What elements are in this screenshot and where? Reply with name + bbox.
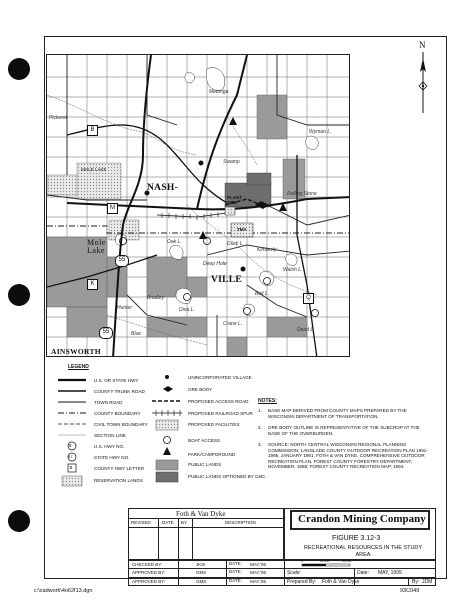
highway-shield-b: B xyxy=(87,125,98,136)
figure-title: RECREATIONAL RESOURCES IN THE STUDY AREA xyxy=(303,545,423,558)
town-label-mole-lake: Mole Lake xyxy=(87,238,106,255)
highway-shield-m: M xyxy=(107,203,118,214)
legend-railroad: PROPOSED RAILROAD SPUR xyxy=(188,411,253,416)
legend-public: PUBLIC LANDS xyxy=(188,462,222,467)
place-label-hunter: Hunter xyxy=(117,305,133,311)
approved2-date-value: MAY,'95 xyxy=(250,579,266,584)
note-1: 1. BASE MAP DERIVED FROM COUNTY MAPS PREPARED BY THE WISCONSIN DEPARTMENT OF TRANSPORTATION. xyxy=(258,408,407,419)
place-label-crane: Crane L. xyxy=(223,321,243,327)
place-label-blue: Blue xyxy=(131,331,142,337)
legend-county-symbol: B xyxy=(69,465,73,470)
company-name: Crandon Mining Company xyxy=(298,513,426,525)
approved1-date-label: DATE: xyxy=(229,569,242,574)
scale-tick-20000: 20,000 xyxy=(342,559,352,563)
approved2-label: APPROVED BY: xyxy=(132,579,166,584)
legend-state-hwy-no: STATE HWY NO. xyxy=(94,455,130,460)
rev-header-by: BY xyxy=(181,520,188,525)
legend-us-symbol: 8 xyxy=(69,443,72,448)
note-3: 3. SOURCE: NORTH CENTRAL WISCONSIN REGIONAL PLANNING COMMISSION; LANGLADE COUNTY OUTDOOR RECREATION PLAN 1991-1995, JANUARY 1991; FOTH & VAN DYKE, COMPREHENSIVE OUTDOOR RECREATION PLAN, FOREST COUNTY FORESTRY DEPARTMENT, NOVEMBER, 1988; FOREST COUNTY RECREATION MAP, 1994. xyxy=(258,442,428,470)
legend-section-line: SECTION LINE xyxy=(94,433,126,438)
legend-reservation: RESERVATION LANDS xyxy=(94,478,143,483)
legend-us-hwy-no: U.S. HWY NO. xyxy=(94,444,125,449)
legend-state-symbol: 47 xyxy=(68,454,73,459)
scale-tick-10000: 10,000 xyxy=(320,559,330,563)
figure-number: FIGURE 3.12-3 xyxy=(332,535,381,542)
study-area-map xyxy=(46,54,350,357)
place-label-metonga: Metonga xyxy=(209,89,229,95)
legend-ore-body: ORE BODY xyxy=(188,387,213,392)
county-boundary xyxy=(47,226,350,233)
place-label-bradley: Bradley xyxy=(147,295,164,301)
plant-site-label: PLANT SITE xyxy=(227,195,242,205)
place-label-deep: Deep Hole xyxy=(203,261,227,267)
legend-us-hwy: U.S. OR STATE HWY xyxy=(94,378,139,383)
highway-shield-55: 55 xyxy=(115,255,129,267)
place-label-rolling: Rolling Stone xyxy=(287,191,317,197)
file-path: c:\cadwork\4o62f13.dgn xyxy=(34,588,93,594)
place-label-swamp: Swamp xyxy=(223,159,240,165)
legend-county-boundary: COUNTY BOUNDARY xyxy=(94,411,141,416)
approved2-date-label: DATE: xyxy=(229,578,242,583)
by-value: JDM xyxy=(422,579,433,585)
place-label-duck: Duck L. xyxy=(227,241,244,247)
approved1-date-value: MAY,'95 xyxy=(250,570,266,575)
legend-boat: BOAT ACCESS xyxy=(188,438,220,443)
approved1-label: APPROVED BY: xyxy=(132,570,166,575)
scale-date-value: MAY, 1995 xyxy=(378,570,402,576)
town-label-ville: VILLE xyxy=(211,275,243,285)
tma-label: TMA xyxy=(237,227,247,232)
legend-civil-town: CIVIL TOWN BOUNDARY xyxy=(94,422,148,427)
highway-shield-55-south: 55 xyxy=(99,327,113,339)
town-label-nash: NASH- xyxy=(147,183,179,193)
reservation-lands xyxy=(47,163,139,240)
place-label-bolt: Bolt L. xyxy=(255,291,270,297)
legend-town-road: TOWN ROAD xyxy=(94,400,123,405)
place-label-pickerel: Pickerel xyxy=(49,115,67,121)
map-graphics xyxy=(47,55,350,357)
proposed-railroad-spur xyxy=(157,213,227,217)
legend-county-trunk: COUNTY TRUNK ROAD xyxy=(94,389,145,394)
place-label-oak: Oak L. xyxy=(167,239,182,245)
prepared-by-label: Prepared By: xyxy=(287,579,317,585)
binder-hole-middle xyxy=(8,284,30,306)
rev-header-revised: REVISED xyxy=(131,520,151,525)
place-label-wyman: Wyman L. xyxy=(309,129,332,135)
place-label-kimberly: Kimberly xyxy=(257,247,277,253)
highway-shield-q: Q xyxy=(303,293,314,304)
legend-optioned: PUBLIC LANDS OPTIONED BY CMC xyxy=(188,474,266,479)
by-label: By: xyxy=(412,579,420,585)
approved2-value: GMS xyxy=(196,579,207,584)
rev-header-description: DESCRIPTION xyxy=(225,520,256,525)
drawing-code: 93C049 xyxy=(400,588,420,594)
place-label-dina: Dina L. xyxy=(179,307,195,313)
prepared-by-value: Foth & Van Dyke xyxy=(322,579,360,585)
north-label: N xyxy=(419,40,426,50)
scale-label: Scale: xyxy=(287,570,301,576)
place-label-dead: Dead L. xyxy=(297,327,315,333)
scale-tick-0: 0 xyxy=(301,559,303,563)
checked-date-label: DATE: xyxy=(229,561,242,566)
firm-name: Foth & Van Dyke xyxy=(176,510,226,518)
note-2: 2. ORE BODY OUTLINE IS REPRESENTATIVE OF THE SUBCROP AT THE BASE OF THE OVERBURDEN. xyxy=(258,425,420,436)
binder-hole-bottom xyxy=(8,510,30,532)
checked-date-value: MAY,'95 xyxy=(250,562,266,567)
legend-facilities: PROPOSED FACILITIES xyxy=(188,422,240,427)
scale-date-label: Date: xyxy=(357,570,369,576)
checked-by-label: CHECKED BY: xyxy=(132,562,163,567)
plant-site-facility xyxy=(225,207,235,215)
legend-unincorporated: UNINCORPORATED VILLAGE xyxy=(188,375,252,380)
town-label-ainsworth: AINSWORTH xyxy=(51,347,101,356)
checked-by-value: JKSI xyxy=(196,562,206,567)
legend-park: PARK/CAMPGROUND xyxy=(188,452,236,457)
legend-access-road: PROPOSED ACCESS ROAD xyxy=(188,399,249,404)
legend-title: LEGEND xyxy=(68,364,89,370)
north-arrow-icon xyxy=(408,38,438,118)
approved1-value: GMS xyxy=(196,570,207,575)
place-label-walsh: Walsh L. xyxy=(283,267,303,273)
notes-title: NOTES: xyxy=(258,398,277,404)
mole-lake-reservation-label: MOLE LAKE xyxy=(81,167,107,172)
highway-shield-k: K xyxy=(87,279,98,290)
north-arrow xyxy=(408,38,438,118)
rev-header-date: DATE xyxy=(162,520,174,525)
binder-hole-top xyxy=(8,58,30,80)
legend-county-hwy-letter: COUNTY HWY LETTER xyxy=(94,466,145,471)
